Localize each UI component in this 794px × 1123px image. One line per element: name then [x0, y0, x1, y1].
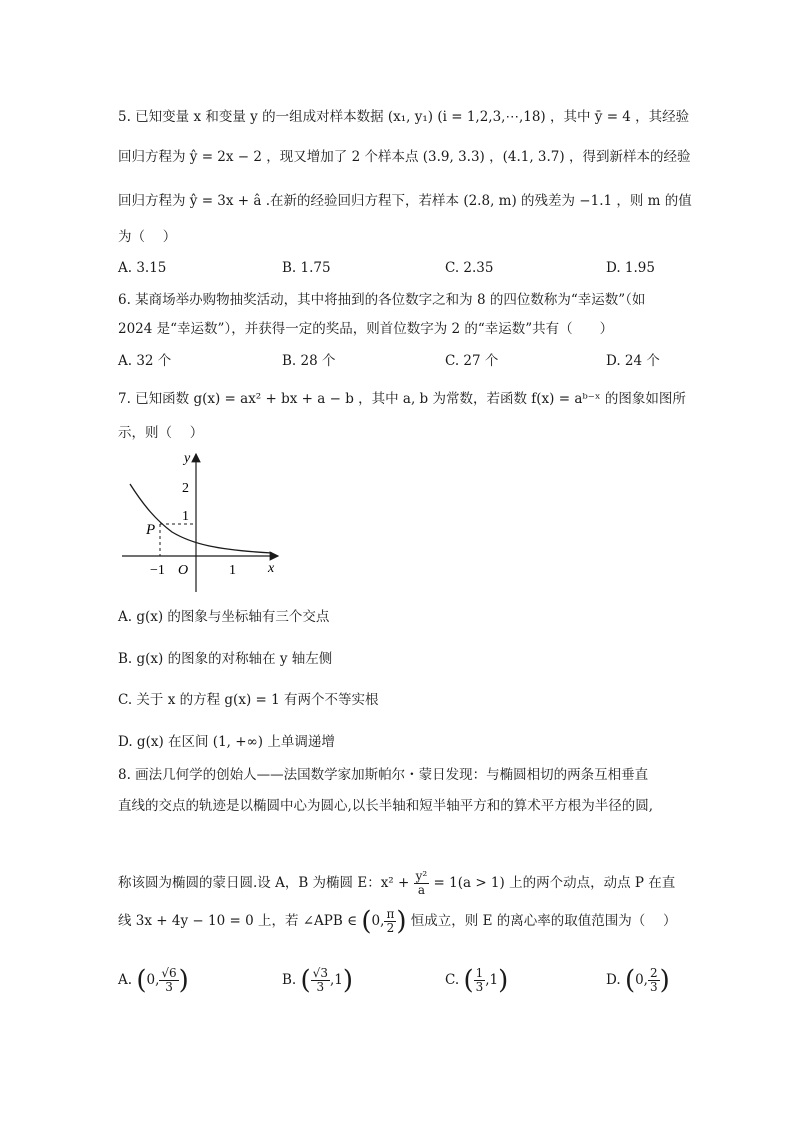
- q5-stem-line-4: 为（ ）: [118, 229, 177, 245]
- q8-option-d-label: D.: [606, 972, 621, 988]
- q5-stem-line-1: 5. 已知变量 x 和变量 y 的一组成对样本数据 (x₁, y₁) (i = 1,2,3,⋯,18) ，其中 ȳ = 4 ，其经验: [118, 109, 690, 125]
- q8-option-c-num: 1: [475, 966, 484, 980]
- q7-option-b: B. g(x) 的图象的对称轴在 y 轴左侧: [118, 651, 333, 667]
- q7-option-c: C. 关于 x 的方程 g(x) = 1 有两个不等实根: [118, 692, 379, 708]
- q7-stem-line-1: 7. 已知函数 g(x) = ax² + bx + a − b ，其中 a, b 为常数，若函数 f(x) = aᵇ⁻ˣ 的图象如图所: [118, 391, 686, 407]
- q8-option-d: D. (0, $\frac{2}{3}$ ): [606, 965, 670, 996]
- q8-line4-end: 恒成立，则 E 的离心率的取值范围为（ ）: [410, 913, 677, 929]
- q8-option-d-num: 2: [649, 966, 658, 980]
- q8-option-c-den: 3: [475, 980, 484, 994]
- q6-stem-line-1: 6. 某商场举办购物抽奖活动，其中将抽到的各位数字之和为 8 的四位数称为“幸运数”（如: [118, 292, 646, 308]
- q6-option-c: C. 27 个: [445, 353, 499, 369]
- q8-option-a-label: A.: [118, 972, 133, 988]
- q8-option-b-fraction: [311, 967, 330, 994]
- q8-option-a: A. (0, $\frac{√6}{3}$ ): [118, 965, 189, 996]
- q6-stem-line-2: 2024 是“幸运数”），并获得一定的奖品，则首位数字为 2 的“幸运数”共有（ ）: [118, 321, 614, 337]
- q8-option-b-right: ,1: [329, 972, 343, 988]
- q8-stem-line-3: [118, 868, 675, 898]
- x-tick-1: 1: [229, 563, 236, 578]
- y-tick-1: 1: [182, 509, 189, 524]
- q8-option-a-den: 3: [165, 980, 173, 994]
- origin-label: O: [178, 563, 189, 578]
- q6-option-b: B. 28 个: [282, 353, 336, 369]
- q5-option-d: D. 1.95: [606, 260, 655, 276]
- exponential-curve: [130, 484, 272, 553]
- q8-option-d-left: 0,: [635, 972, 648, 988]
- q8-stem-line-4: 线 3x + 4y − 10 = 0 上，若 ∠APB ∈ (0, $\frac{\pi}{2}$ ) 恒成立，则 E 的离心率的取值范围为（ ）: [118, 906, 677, 937]
- pi-half-fraction: [384, 908, 396, 935]
- q8-option-b: B. ( $\frac{√3}{3}$ ,1): [282, 965, 353, 996]
- interval-start: 0,: [371, 913, 385, 929]
- q5-stem-line-2: 回归方程为 ŷ = 2x − 2 ，现又增加了 2 个样本点 (3.9, 3.3) ，(4.1, 3.7) ，得到新样本的经验: [118, 149, 691, 165]
- q6-option-a: A. 32 个: [118, 353, 172, 369]
- y-axis-label: y: [184, 451, 191, 466]
- q8-option-a-fraction: [159, 967, 178, 994]
- q8-option-a-left: 0,: [146, 972, 160, 988]
- q7-option-d: D. g(x) 在区间 (1, +∞) 上单调递增: [118, 734, 335, 750]
- q8-option-a-num: √6: [161, 966, 177, 980]
- y-tick-2: 2: [182, 481, 189, 496]
- q8-option-c-fraction: [474, 967, 486, 994]
- ellipse-fraction: [414, 870, 430, 897]
- q8-option-b-label: B.: [282, 972, 297, 988]
- point-p-label: P: [146, 522, 156, 538]
- q5-option-a: A. 3.15: [118, 260, 167, 276]
- q8-line3-end: = 1(a > 1) 上的两个动点，动点 P 在直: [433, 875, 676, 891]
- q6-option-d: D. 24 个: [606, 353, 660, 369]
- q5-option-b: B. 1.75: [282, 260, 331, 276]
- q8-line3-start: 称该圆为椭圆的蒙日圆.设 A，B 为椭圆 E：x² +: [118, 875, 410, 891]
- q8-option-b-num: √3: [312, 966, 328, 980]
- q8-option-d-den: 3: [649, 980, 658, 994]
- q5-stem-line-3: 回归方程为 ŷ = 3x + â .在新的经验回归方程下，若样本 (2.8, m) 的残差为 −1.1 ，则 m 的值: [118, 193, 692, 209]
- x-axis-label: x: [268, 561, 275, 576]
- q8-option-b-den: 3: [316, 980, 325, 994]
- q8-option-c-label: C.: [445, 972, 460, 988]
- ellipse-fraction-numerator: y²: [415, 869, 428, 883]
- x-tick-minus-1: −1: [150, 563, 165, 578]
- pi-denominator: 2: [386, 921, 395, 935]
- q8-option-c: C. ( $\frac{1}{3}$ ,1): [445, 965, 509, 996]
- q7-stem-line-2: 示，则（ ）: [118, 425, 204, 441]
- ellipse-fraction-denominator: a: [417, 883, 425, 897]
- q8-stem-line-1: 8. 画法几何学的创始人——法国数学家加斯帕尔・蒙日发现：与椭圆相切的两条互相垂直: [118, 767, 649, 783]
- q8-line4-start: 线 3x + 4y − 10 = 0 上，若 ∠APB ∈: [118, 913, 358, 929]
- q8-stem-line-2: 直线的交点的轨迹是以椭圆中心为圆心,以长半轴和短半轴平方和的算术平方根为半径的圆,: [118, 798, 654, 814]
- q8-option-d-fraction: [648, 967, 660, 994]
- q7-option-a: A. g(x) 的图象与坐标轴有三个交点: [118, 609, 330, 625]
- q8-option-c-right: ,1: [485, 972, 499, 988]
- pi-numerator: π: [386, 907, 395, 921]
- q7-function-graph: [112, 448, 292, 598]
- q5-option-c: C. 2.35: [445, 260, 494, 276]
